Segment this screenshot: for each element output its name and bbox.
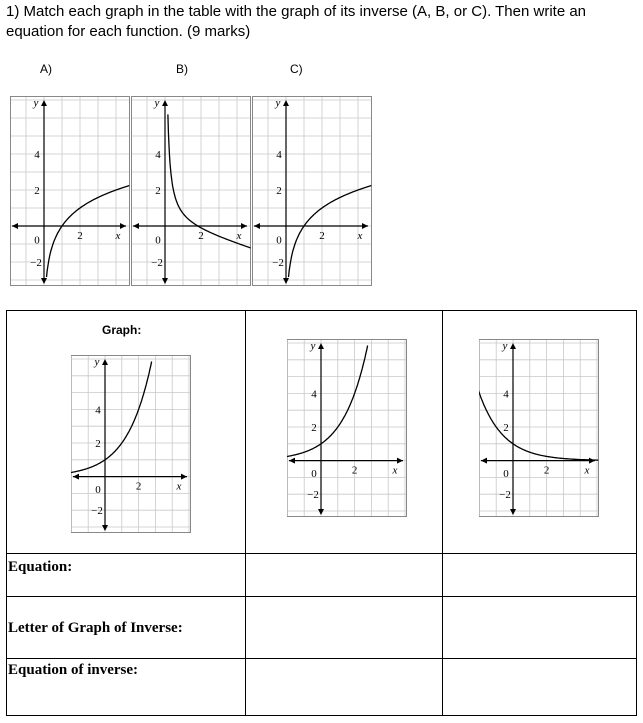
tick-2: 2 <box>34 185 40 197</box>
tick-neg2: −2 <box>499 489 511 502</box>
x-axis-label: x <box>176 480 182 493</box>
equation-row <box>7 554 637 597</box>
tick-2: 2 <box>276 185 282 197</box>
table-graph-3 <box>479 339 599 522</box>
x-axis-label: x <box>236 230 242 242</box>
equation-label: Equation: <box>8 559 73 575</box>
y-axis-label: y <box>310 340 316 352</box>
tick-0: 0 <box>95 484 101 497</box>
tick-neg2: −2 <box>30 257 42 269</box>
inverse-label: Equation of inverse: <box>8 662 139 678</box>
letter-row <box>7 597 637 659</box>
letter-answer-1[interactable] <box>246 597 443 659</box>
tick-x2: 2 <box>319 230 325 242</box>
y-axis-label: y <box>33 97 39 109</box>
graph-frame <box>72 356 191 533</box>
tick-2: 2 <box>311 422 317 434</box>
option-c-label: C) <box>290 62 303 76</box>
x-axis-label: x <box>357 230 363 242</box>
x-axis-label: x <box>392 464 398 477</box>
tick-neg2: −2 <box>151 257 163 269</box>
graph-cell-3 <box>443 311 637 554</box>
tick-neg2: −2 <box>91 505 103 518</box>
table-graph-2 <box>287 339 407 522</box>
graph-frame <box>288 340 407 517</box>
option-b-label: B) <box>176 62 188 76</box>
equation-answer-1[interactable] <box>246 554 443 597</box>
tick-2: 2 <box>95 438 101 450</box>
y-axis-label: y <box>154 97 160 109</box>
tick-0: 0 <box>311 468 317 481</box>
y-axis-label: y <box>275 97 281 109</box>
tick-4: 4 <box>311 388 317 401</box>
tick-x2: 2 <box>351 464 358 477</box>
tick-4: 4 <box>155 149 161 161</box>
inverse-label-cell <box>7 659 246 716</box>
answer-table <box>6 310 637 716</box>
tick-neg2: −2 <box>307 489 319 502</box>
letter-label: Letter of Graph of Inverse: <box>8 620 183 636</box>
tick-2: 2 <box>155 185 161 197</box>
graph-cell-2 <box>246 311 443 554</box>
inverse-answer-2[interactable] <box>443 659 637 716</box>
tick-0: 0 <box>276 234 282 247</box>
inverse-answer-1[interactable] <box>246 659 443 716</box>
tick-4: 4 <box>276 149 282 161</box>
graph-header: Graph: <box>102 323 142 337</box>
tick-x2: 2 <box>77 230 83 242</box>
tick-2: 2 <box>503 422 509 434</box>
y-axis-label: y <box>94 356 100 368</box>
graph-row <box>7 311 637 554</box>
tick-4: 4 <box>95 404 101 417</box>
equation-label-cell <box>7 554 246 597</box>
option-a-label: A) <box>40 62 52 76</box>
tick-neg2: −2 <box>272 257 284 269</box>
x-axis-label: x <box>584 464 590 477</box>
tick-x2: 2 <box>543 464 550 477</box>
table-graph-1 <box>71 355 191 538</box>
question-text: 1) Match each graph in the table with the graph of its inverse (A, B, or C). Then write an equation for each function. (9 marks) <box>6 3 587 40</box>
graph-frame <box>132 97 251 286</box>
equation-answer-2[interactable] <box>443 554 637 597</box>
tick-0: 0 <box>34 234 40 247</box>
tick-0: 0 <box>155 234 161 247</box>
y-axis-label: y <box>502 340 508 352</box>
letter-label-cell <box>7 597 246 659</box>
tick-4: 4 <box>34 149 40 161</box>
tick-x2: 2 <box>198 230 204 242</box>
inverse-row <box>7 659 637 716</box>
tick-4: 4 <box>503 388 509 401</box>
x-axis-label: x <box>115 230 121 242</box>
option-c-graph <box>252 96 372 291</box>
option-b-graph <box>131 96 251 291</box>
tick-x2: 2 <box>135 480 142 493</box>
graph-cell-1 <box>7 311 246 554</box>
tick-0: 0 <box>503 468 509 481</box>
letter-answer-2[interactable] <box>443 597 637 659</box>
option-a-graph <box>10 96 130 291</box>
